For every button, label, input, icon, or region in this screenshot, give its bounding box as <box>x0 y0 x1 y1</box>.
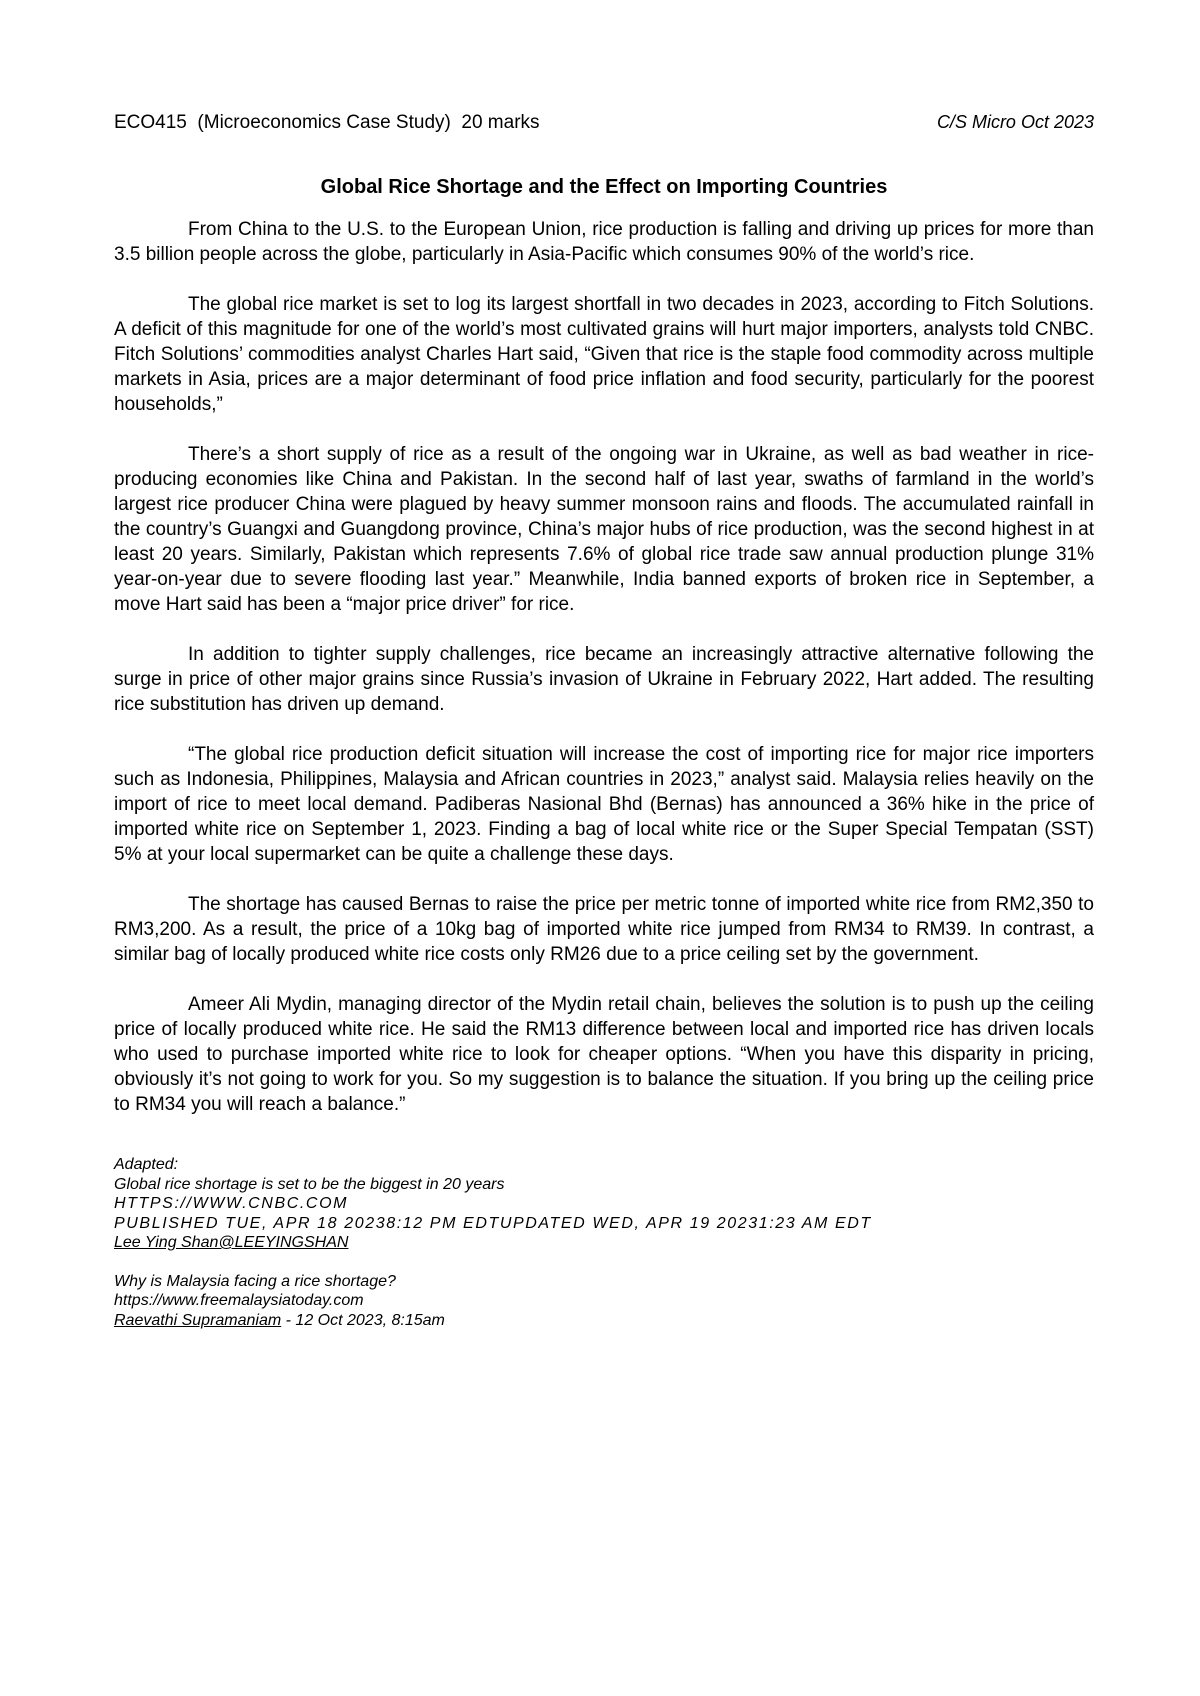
paragraph-7: Ameer Ali Mydin, managing director of the Mydin retail chain, believes the solution is to push up the ceiling price of locally produced white rice. He said the RM13 difference between local and imported rice has driven locals who used to purchase imported white rice to look for cheaper options. “When you have this disparity in pricing, obviously it’s not going to work for you. So my suggestion is to balance the situation. If you bring up the ceiling price to RM34 you will reach a balance.” <box>114 994 1094 1115</box>
source2-author-link[interactable]: Raevathi Supramaniam <box>114 1311 282 1329</box>
paragraph-2: The global rice market is set to log its largest shortfall in two decades in 2023, according to Fitch Solutions. A deficit of this magnitude for one of the world’s most cultivated grains will hurt major importers, analysts told CNBC. Fitch Solutions’ commodities analyst Charles Hart said, “Given that rice is the staple food commodity across multiple markets in Asia, prices are a major determinant of food price inflation and food security, particularly for the poorest households,” <box>114 294 1094 415</box>
source1-author-link[interactable]: Lee Ying Shan@LEEYINGSHAN <box>114 1234 349 1251</box>
paragraph-1: From China to the U.S. to the European Union, rice production is falling and driving up prices for more than 3.5 billion people across the globe, particularly in Asia-Pacific which consumes 90% of the world’s rice. <box>114 219 1094 265</box>
sources-block <box>114 1155 1094 1330</box>
exam-code: C/S Micro Oct 2023 <box>936 112 1094 132</box>
course-info: ECO415 (Microeconomics Case Study) 20 marks <box>114 112 540 133</box>
source2-url[interactable]: https://www.freemalaysiatoday.com <box>114 1292 364 1309</box>
source2-title: Why is Malaysia facing a rice shortage? <box>114 1272 396 1290</box>
paragraph-6: The shortage has caused Bernas to raise the price per metric tonne of imported white rice from RM2,350 to RM3,200. As a result, the price of a 10kg bag of imported white rice jumped from RM34 to RM39. In contrast, a similar bag of locally produced white rice costs only RM26 due to a price ceiling set by the government. <box>114 894 1094 965</box>
document-page <box>114 112 1094 1330</box>
header <box>114 112 1094 140</box>
adapted-label: Adapted: <box>114 1156 179 1173</box>
document-title: Global Rice Shortage and the Effect on Importing Countries <box>320 176 888 198</box>
source-gap <box>114 1253 1094 1272</box>
paragraph-5: “The global rice production deficit situation will increase the cost of importing rice for major rice importers such as Indonesia, Philippines, Malaysia and African countries in 2023,” analyst said. Malaysia relies heavily on the import of rice to meet local demand. Padiberas Nasional Bhd (Bernas) has announced a 36% hike in the price of imported white rice on September 1, 2023. Finding a bag of local white rice or the Super Special Tempatan (SST) 5% at your local supermarket can be quite a challenge these days. <box>114 744 1094 865</box>
source1-title: Global rice shortage is set to be the biggest in 20 years <box>114 1175 505 1193</box>
source2-byline <box>114 1311 1094 1331</box>
source1-url[interactable]: HTTPS://WWW.CNBC.COM <box>114 1195 349 1212</box>
paragraph-3: There’s a short supply of rice as a result of the ongoing war in Ukraine, as well as bad weather in rice-producing economies like China and Pakistan. In the second half of last year, swaths of farmland in the world’s largest rice producer China were plagued by heavy summer monsoon rains and floods. The accumulated rainfall in the country’s Guangxi and Guangdong province, China’s major hubs of rice production, was the second highest in at least 20 years. Similarly, Pakistan which represents 7.6% of global rice trade saw annual production plunge 31% year-on-year due to severe flooding last year.” Meanwhile, India banned exports of broken rice in September, a move Hart said has been a “major price driver” for rice. <box>114 444 1094 615</box>
source2-date: - 12 Oct 2023, 8:15am <box>281 1311 445 1329</box>
paragraph-4: In addition to tighter supply challenges, rice became an increasingly attractive alternative following the surge in price of other major grains since Russia’s invasion of Ukraine in February 2022, Hart added. The resulting rice substitution has driven up demand. <box>114 644 1094 715</box>
source1-published: PUBLISHED TUE, APR 18 20238:12 PM EDTUPDATED WED, APR 19 20231:23 AM EDT <box>114 1214 872 1232</box>
